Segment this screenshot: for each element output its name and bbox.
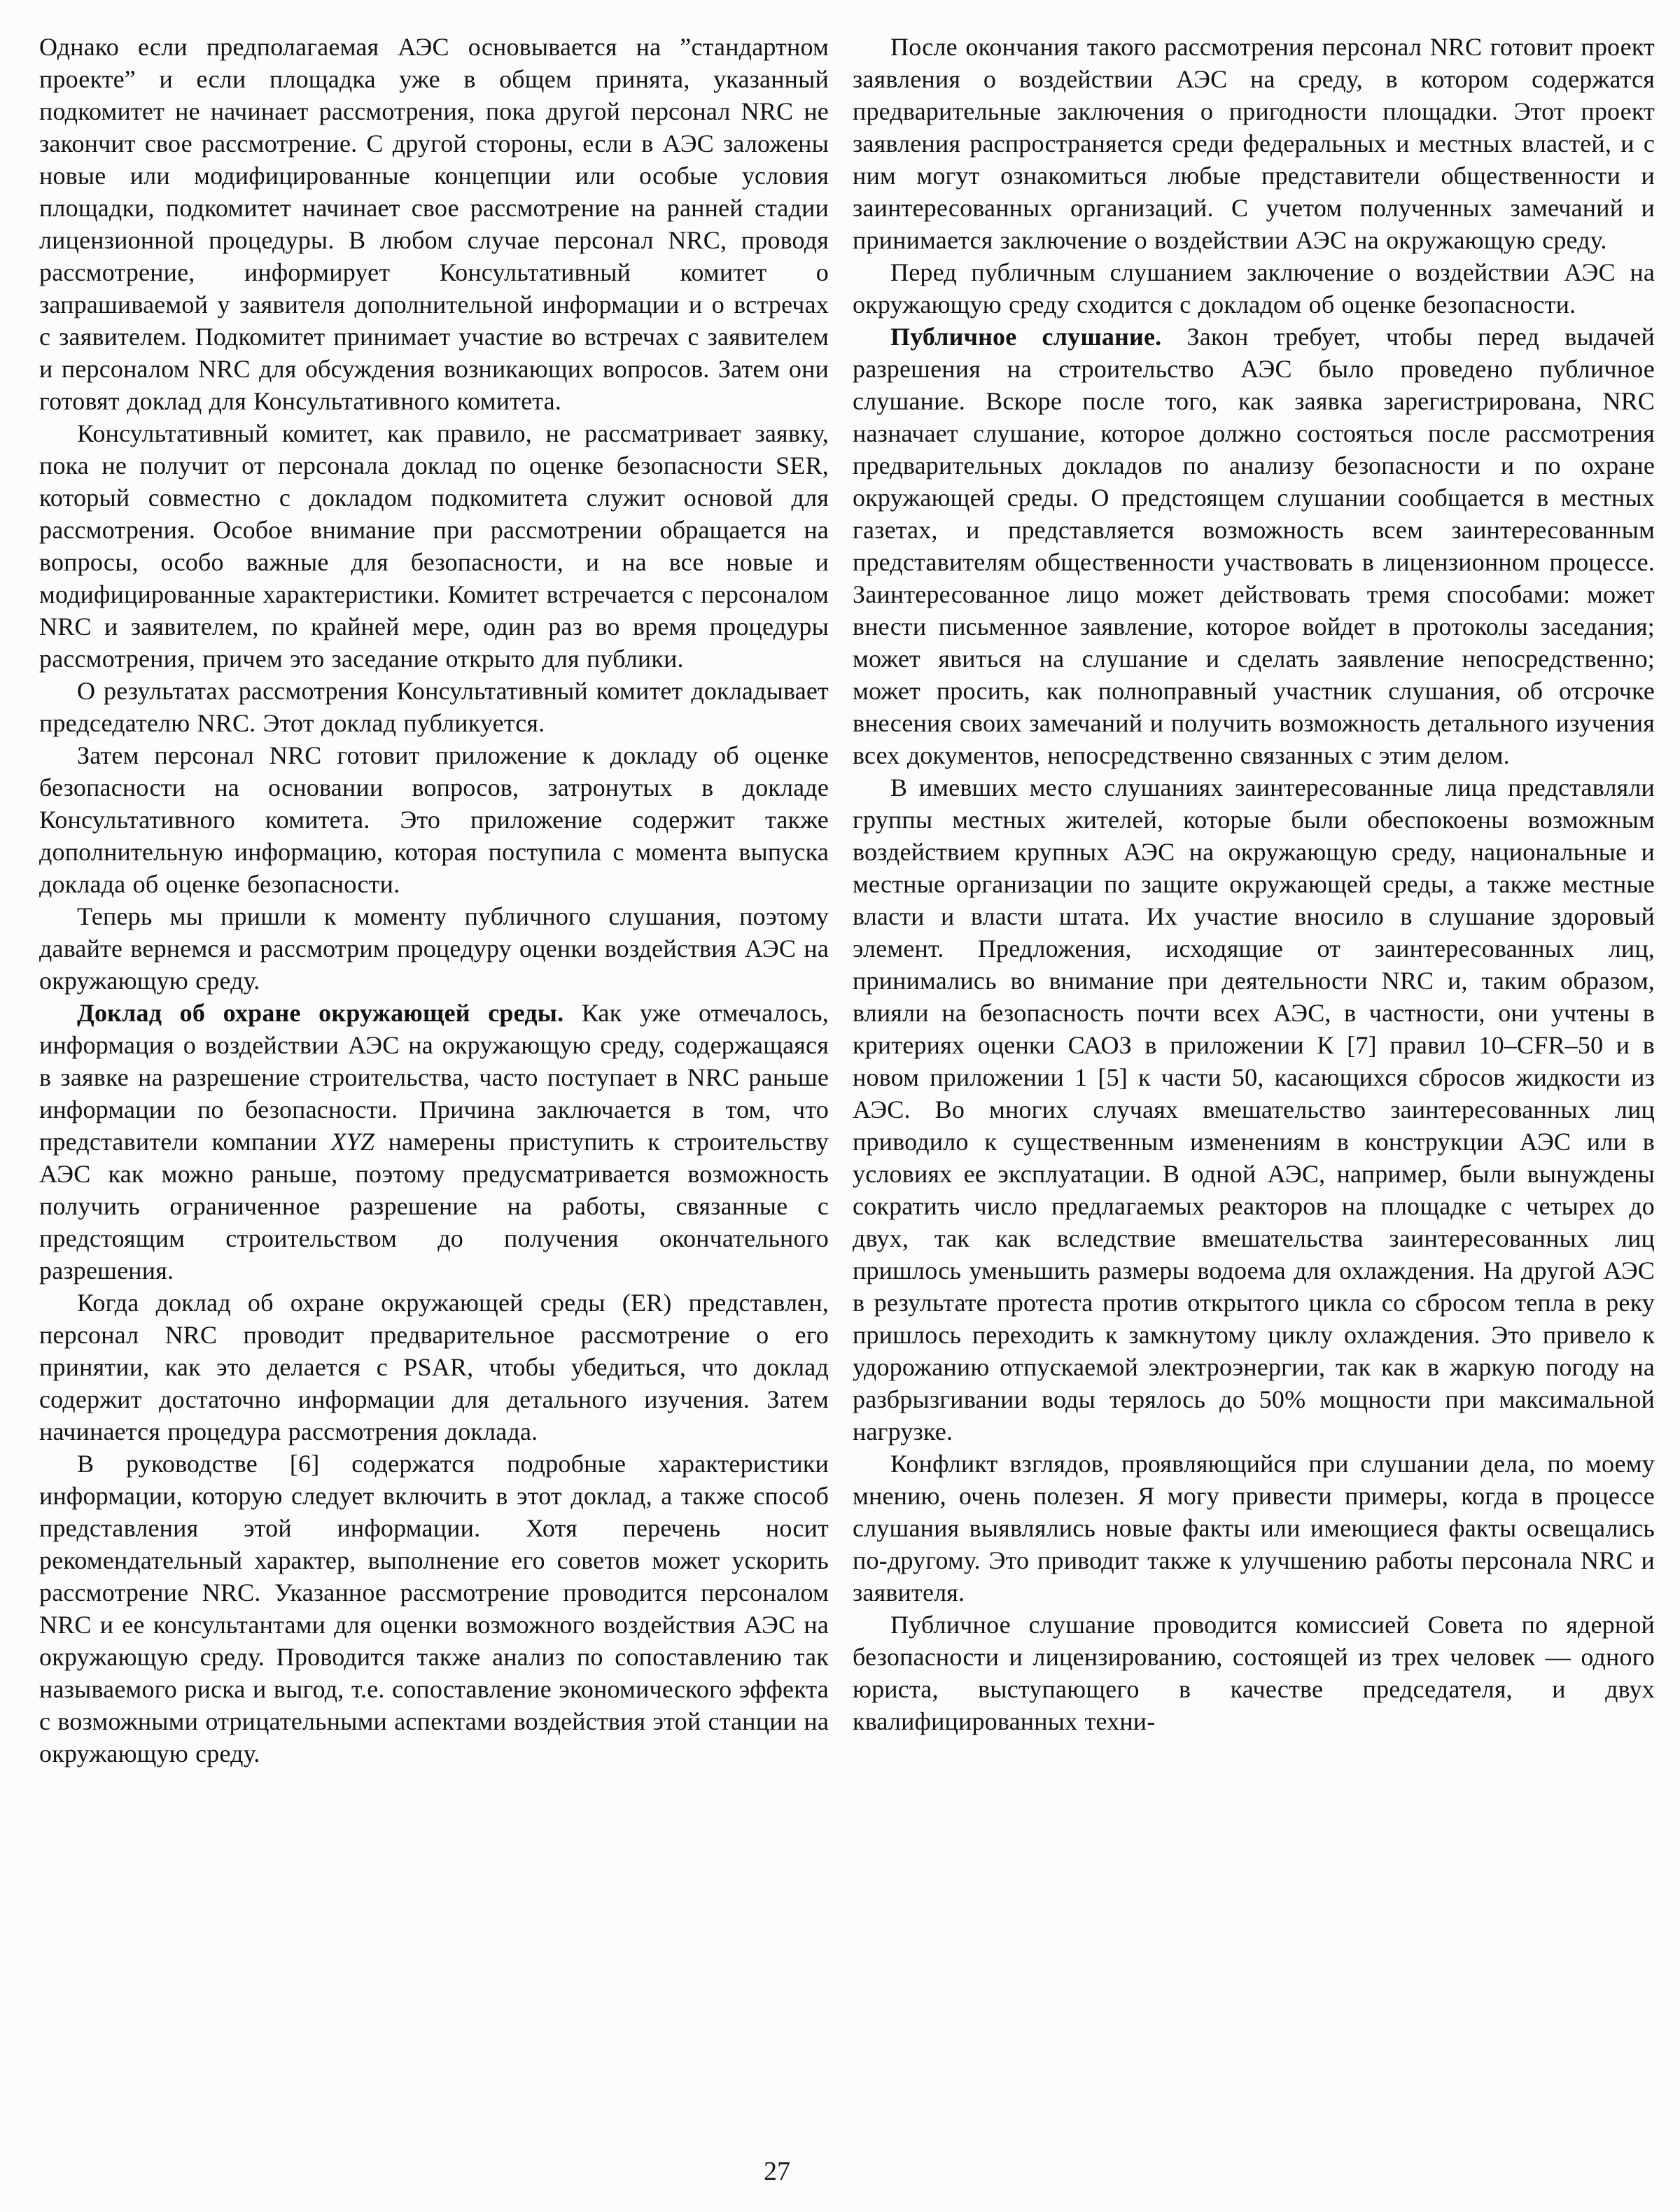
paragraph: Теперь мы пришли к моменту публичного слушания, поэтому давайте вернемся и рассмотрим процедуру оценки воздействия АЭС на окружающую среду.: [39, 902, 829, 995]
paragraph-bold-lead: Доклад об охране окружающей среды.: [77, 999, 582, 1027]
paragraph: Конфликт взглядов, проявляющийся при слушании дела, по моему мнению, очень полезен. Я могу привести примеры, когда в процессе слушания выявлялись новые факты или имеющиеся факты освещались по-другому. Это приводит также к улучшению работы персонала NRC и заявителя.: [853, 1450, 1655, 1606]
paragraph: Когда доклад об охране окружающей среды (ER) представлен, персонал NRC проводит предварительное рассмотрение о его принятии, как это делается с PSAR, чтобы убедиться, что доклад содержит достаточно информации для детального изучения. Затем начинается процедура рассмотрения доклада.: [39, 1289, 829, 1446]
italic-term: XYZ: [330, 1128, 375, 1156]
paragraph: После окончания такого рассмотрения персонал NRC готовит проект заявления о воздействии АЭС на среду, в котором содержатся предварительные заключения о пригодности площадки. Этот проект заявления распространяется среди федеральных и местных властей, и с ним могут ознакомиться любые представители общественности и заинтересованных организаций. С учетом полученных замечаний и принимается заключение о воздействии АЭС на окружающую среду.: [853, 33, 1655, 254]
paragraph: Публичное слушание. Закон требует, чтобы перед выдачей разрешения на строительство АЭС было проведено публичное слушание. Вскоре после того, как заявка зарегистрирована, NRC назначает слушание, которое должно состояться после рассмотрения предварительных докладов по анализу безопасности и по охране окружающей среды. О предстоящем слушании сообщается в местных газетах, и представляется возможность всем заинтересованным представителям общественности участвовать в лицензионном процессе. Заинтересованное лицо может действовать тремя способами: может внести письменное заявление, которое войдет в протоколы заседания; может явиться на слушание и сделать заявление непосредственно; может просить, как полноправный участник слушания, об отсрочке внесения своих замечаний и получить возможность детального изучения всех документов, непосредственно связанных с этим делом.: [853, 323, 1656, 769]
paragraph: Перед публичным слушанием заключение о воздействии АЭС на окружающую среду сходится с докладом об оценке безопасности.: [853, 258, 1655, 318]
paragraph: В имевших место слушаниях заинтересованные лица представляли группы местных жителей, которые были обеспокоены возможным воздействием крупных АЭС на окружающую среду, национальные и местные организации по защите окружающей среды, а также местные власти и власти штата. Их участие вносило в слушание здоровый элемент. Предложения, исходящие от заинтересованных лиц, принимались во внимание при деятельности NRC и, таким образом, влияли на безопасность почти всех АЭС, в частности, они учтены в критериях оценки САОЗ в приложении К [7] правил 10–CFR–50 и в новом приложении 1 [5] к части 50, касающихся сбросов жидкости из АЭС. Во многих случаях вмешательство заинтересованных лиц приводило к существенным изменениям в конструкции АЭС или в условиях ее эксплуатации. В одной АЭС, например, были вынуждены сократить число предлагаемых реакторов на площадке с четырех до двух, так как вследствие вмешательства заинтересованных лиц пришлось уменьшить размеры водоема для охлаждения. На другой АЭС в результате протеста против открытого цикла со сбросом тепла в реку пришлось переходить к замкнутому циклу охлаждения. Это привело к удорожанию отпускаемой электроэнергии, так как в жаркую погоду на разбрызгивании воды терялось до 50% мощности при максимальной нагрузке.: [853, 774, 1655, 1446]
page-number: 27: [764, 2157, 790, 2186]
paragraph: Однако если предполагаемая АЭС основывается на ”стандартном проекте” и если площадка уже в общем принята, указанный подкомитет не начинает рассмотрения, пока другой персонал NRC не закончит свое рассмотрение. С другой стороны, если в АЭС заложены новые или модифицированные концепции или особые условия площадки, подкомитет начинает свое рассмотрение на ранней стадии лицензионной процедуры. В любом случае персонал NRC, проводя рассмотрение, информирует Консультативный комитет о запрашиваемой у заявителя дополнительной информации и о встречах с заявителем. Подкомитет принимает участие во встречах с заявителем и персоналом NRC для обсуждения возникающих вопросов. Затем они готовят доклад для Консультативного комитета.: [39, 33, 829, 415]
paragraph: Доклад об охране окружающей среды. Как уже отмечалось, информация о воздействии АЭС на окружающую среду, содержащаяся в заявке на разрешение строительства, часто поступает в NRC раньше информации по безопасности. Причина заключается в том, что представители компании XYZ намерены приступить к строительству АЭС как можно раньше, поэтому предусматривается возможность получить ограниченное разрешение на работы, связанные с предстоящим строительством до получения окончательного разрешения.: [39, 999, 829, 1284]
paragraph: О результатах рассмотрения Консультативный комитет докладывает председателю NRC. Этот доклад публикуется.: [39, 677, 829, 737]
paragraph-bold-lead: Публичное слушание.: [890, 323, 1187, 351]
paragraph: В руководстве [6] содержатся подробные характеристики информации, которую следует включить в этот доклад, а также способ представления этой информации. Хотя перечень носит рекомендательный характер, выполнение его советов может ускорить рассмотрение NRC. Указанное рассмотрение проводится персоналом NRC и ее консультантами для оценки возможного воздействия АЭС на окружающую среду. Проводится также анализ по сопоставлению так называемого риска и выгод, т.е. сопоставление экономического эффекта с возможными отрицательными аспектами воздействия этой станции на окружающую среду.: [39, 1450, 829, 1768]
left-text-column: [39, 31, 829, 1770]
paragraph: Публичное слушание проводится комиссией Совета по ядерной безопасности и лицензированию, состоящей из трех человек — одного юриста, выступающего в качестве председателя, и двух квалифицированных техни-: [853, 1611, 1655, 1735]
right-text-column: [853, 31, 1655, 1737]
paragraph: Затем персонал NRC готовит приложение к докладу об оценке безопасности на основании вопросов, затронутых в докладе Консультативного комитета. Это приложение содержит также дополнительную информацию, которая поступила с момента выпуска доклада об оценке безопасности.: [39, 741, 829, 898]
paragraph: Консультативный комитет, как правило, не рассматривает заявку, пока не получит от персонала доклад по оценке безопасности SER, который совместно с докладом подкомитета служит основой для рассмотрения. Особое внимание при рассмотрении обращается на вопросы, особо важные для безопасности, и на все новые и модифицированные характеристики. Комитет встречается с персоналом NRC и заявителем, по крайней мере, один раз во время процедуры рассмотрения, причем это заседание открыто для публики.: [39, 419, 829, 673]
